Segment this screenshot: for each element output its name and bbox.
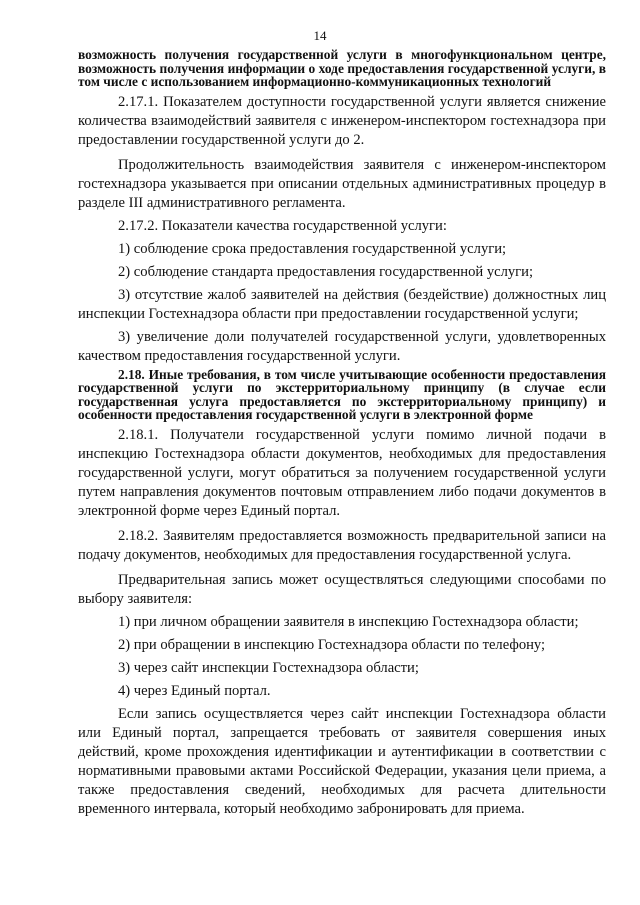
list-item: 3) увеличение доли получателей государственной услуги, удовлетворенных качеством предоставления государственной услуги. [78, 328, 606, 364]
paragraph-final: Если запись осуществляется через сайт инспекции Гостехнадзора области или Единый портал, запрещается требовать от заявителя совершения иных действий, кроме прохождения идентификации и аутентификации в соответствии с нормативными правовыми актами Российской Федерации, указания цели приема, а также предоставления сведений, необходимых для расчета длительности временного интервала, который необходимо забронировать для приема. [78, 705, 606, 817]
paragraph-2-18-1: 2.18.1. Получатели государственной услуги помимо личной подачи в инспекцию Гостехнадзора области документов, необходимых для предоставления государственной услуги, могут обратиться за получением государственной услуги путем направления документов почтовым отправлением либо подачи документов в электронной форме через Единый портал. [78, 426, 606, 519]
paragraph-2-17-1: 2.17.1. Показателем доступности государственной услуги является снижение количества взаимодействий заявителя с инженером-инспектором гостехнадзора при предоставлении государственной услуги до 2. [78, 93, 606, 148]
section-2-18-heading: 2.18. Иные требования, в том числе учитывающие особенности предоставления государственной услуги по экстерриториальному принципу (в случае если государственная услуга предоставляется по экстерриториальному принципу) и особенности предоставления государственной услуги в электронной форме [78, 366, 606, 422]
paragraph-2-18-2: 2.18.2. Заявителям предоставляется возможность предварительной записи на подачу документов, необходимых для предоставления государственной услуга. [78, 527, 606, 563]
page-number: 14 [313, 28, 327, 43]
paragraph-duration: Продолжительность взаимодействия заявителя с инженером-инспектором гостехнадзора указывается при описании отдельных административных процедур в разделе III административного регламента. [78, 156, 606, 211]
methods-list [78, 613, 606, 701]
list-item: 4) через Единый портал. [118, 682, 271, 699]
list-item: 2) при обращении в инспекцию Гостехнадзора области по телефону; [118, 636, 546, 653]
list-item: 1) при личном обращении заявителя в инспекцию Гостехнадзора области; [118, 613, 579, 630]
list-item: 2) соблюдение стандарта предоставления государственной услуги; [118, 263, 534, 280]
list-item: 1) соблюдение срока предоставления государственной услуги; [118, 240, 507, 257]
quality-list [78, 240, 606, 366]
list-item: 3) отсутствие жалоб заявителей на действия (бездействие) должностных лиц инспекции Гостехнадзора области при предоставлении государственной услуги; [78, 286, 606, 322]
section-2-17-title: возможность получения государственной услуги в многофункциональном центре, возможность получения информации о ходе предоставления государственной услуги, в том числе с использованием информационно-коммуникационных технологий [78, 47, 606, 89]
list-item: 3) через сайт инспекции Гостехнадзора области; [118, 659, 419, 676]
paragraph-2-17-2: 2.17.2. Показатели качества государственной услуги: [118, 217, 447, 234]
paragraph-prelim: Предварительная запись может осуществляться следующими способами по выбору заявителя: [78, 571, 606, 607]
document-body [78, 48, 606, 819]
